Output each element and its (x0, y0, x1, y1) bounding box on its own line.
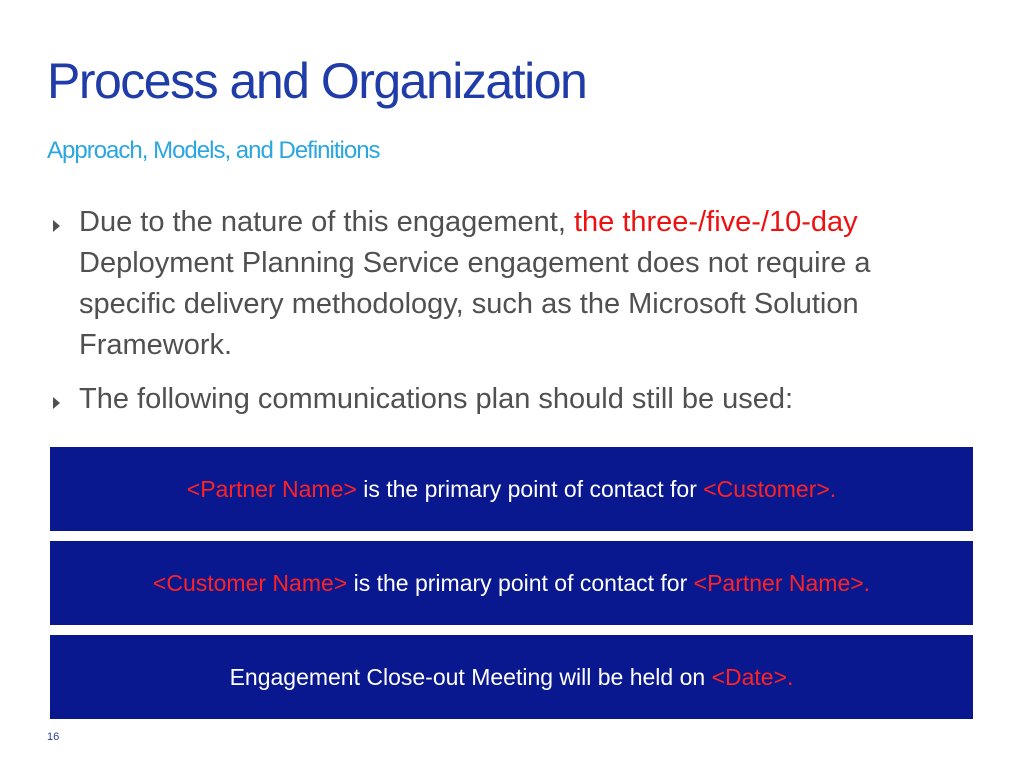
box-highlight-after: <Date>. (711, 663, 794, 690)
box-highlight-before: <Customer Name> (152, 569, 348, 596)
box-highlight-after: <Partner Name>. (693, 569, 871, 596)
slide-subtitle: Approach, Models, and Definitions (47, 137, 380, 164)
contact-box-customer (50, 541, 973, 625)
bullet-item-methodology (48, 202, 948, 366)
triangle-bullet-icon (53, 397, 60, 409)
bullet-text-before: Due to the nature of this engagement, (79, 206, 574, 238)
bullet-item-communications (48, 379, 948, 420)
box-text: is the primary point of contact for (356, 475, 704, 502)
page-number: 16 (47, 731, 60, 743)
box-highlight-after: <Customer>. (703, 475, 837, 502)
box-highlight-before: <Partner Name> (186, 475, 357, 502)
closeout-meeting-box (50, 635, 973, 719)
triangle-bullet-icon (53, 220, 60, 232)
bullet-highlight: the three-/five-/10-day (573, 206, 858, 238)
bullet-list (48, 202, 948, 420)
contact-box-partner (50, 447, 973, 531)
bullet-text: The following communications plan should still be used: (79, 383, 794, 415)
slide-title: Process and Organization (47, 53, 587, 109)
bullet-text-after: Deployment Planning Service engagement does not require a specific delivery methodology, such as the Microsoft Solution Framework. (79, 247, 871, 361)
box-text: Engagement Close-out Meeting will be held on (229, 663, 712, 690)
box-text: is the primary point of contact for (347, 569, 694, 596)
